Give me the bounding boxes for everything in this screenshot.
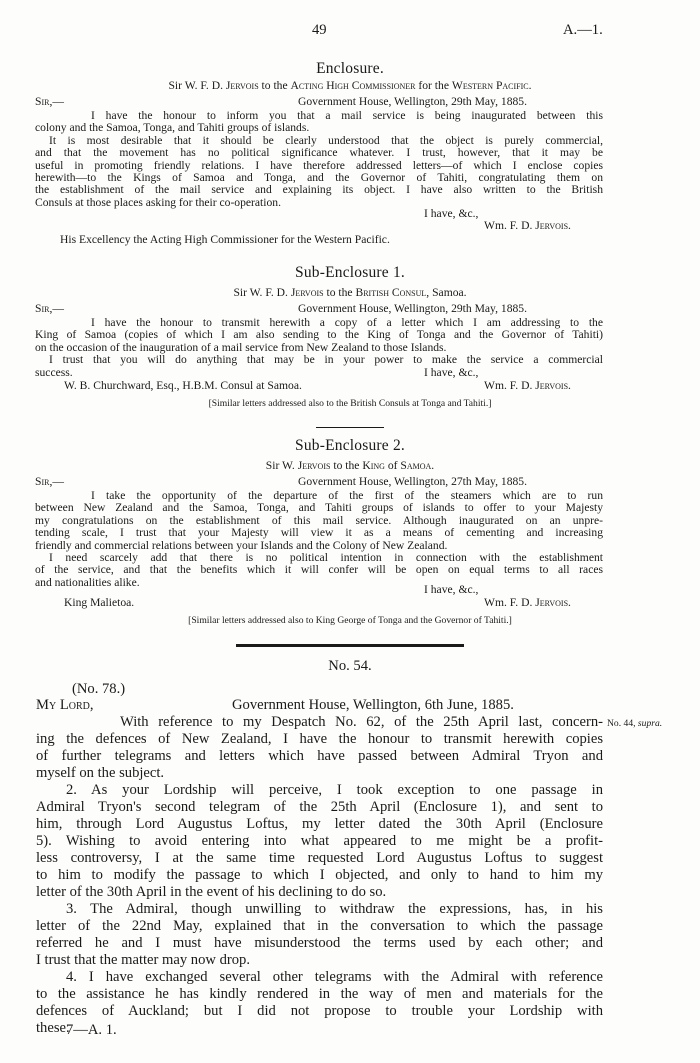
despatch-number: No. 54. <box>328 658 372 674</box>
despatch-line: him, through Lord Augustus Loftus, my letter dated the 30th April (Enclosure <box>36 816 603 832</box>
sub-enclosure-1-line: success. <box>35 365 73 379</box>
despatch-address: Government House, Wellington, 6th June, 1885. <box>232 697 514 713</box>
despatch-line: these. <box>36 1020 70 1036</box>
sub-enclosure-1-title: Sub-Enclosure 1. <box>295 264 405 281</box>
document-reference: A.—1. <box>563 22 603 38</box>
sub-enclosure-1-note: [Similar letters addressed also to the British Consuls at Tonga and Tahiti.] <box>208 398 492 409</box>
sub-enclosure-2-body <box>35 490 603 589</box>
sub-enclosure-2-line: friendly and commercial relations between your Islands and the Colony of New Zealand. <box>35 538 448 552</box>
sub-enclosure-2-addressee: King Malietoa. <box>64 596 135 609</box>
section-divider-heavy <box>236 644 464 647</box>
sub-enclosure-2-line: of the service, and that the benefits which it will confer will be open on equal terms to all races <box>35 563 603 577</box>
despatch-line: 2. As your Lordship will perceive, I took exception to one passage in <box>66 782 603 798</box>
despatch-line: With reference to my Despatch No. 62, of the 25th April last, concern- <box>120 714 603 730</box>
enclosure-signature: Wm. F. D. Jervois. <box>484 219 571 232</box>
printer-signature-mark: 7—A. 1. <box>66 1022 117 1038</box>
enclosure-line: and that the movement has no political significance whatever. I trust, however, that it may be <box>35 146 603 160</box>
sub-enclosure-2-subtitle: Sir W. Jervois to the King of Samoa. <box>265 459 435 472</box>
despatch-line: to the assistance he has kindly rendered in the way of men and materials for the <box>36 986 603 1002</box>
sub-enclosure-2-line: and nationalities alike. <box>35 575 140 589</box>
sub-enclosure-1-body <box>35 317 603 379</box>
enclosure-line: It is most desirable that it should be clearly understood that the object is purely commercial, <box>49 133 603 147</box>
despatch-line: defences of Auckland; but I did not propose to trouble your Lordship with <box>36 1003 603 1019</box>
sub-enclosure-1-line: King of Samoa (copies of which I am also sending to the King of Tonga and the Governor of Tahiti) <box>35 328 603 342</box>
enclosure-subtitle: Sir W. F. D. Jervois to the Acting High Commissioner for the Western Pacific. <box>168 79 532 92</box>
enclosure-line: I have the honour to inform you that a mail service is being inaugurated between this <box>91 109 603 122</box>
despatch-line: of further telegrams and letters which have passed between Admiral Tryon and <box>36 748 603 764</box>
sub-enclosure-1-closing: I have, &c., <box>424 366 479 379</box>
sub-enclosure-1-line: I trust that you will do anything that may be in your power to make the service a commercial <box>49 353 603 367</box>
sub-enclosure-2-line: I take the opportunity of the departure of the first of the steamers which are to run <box>91 489 603 502</box>
despatch-line: 5). Wishing to avoid entering into what appeared to me might be a profit- <box>36 833 603 849</box>
despatch-line: referred he and I must have misunderstood the terms used by each other; and <box>36 935 603 951</box>
enclosure-closing: I have, &c., <box>424 207 479 220</box>
enclosure-line: colony and the Samoa, Tonga, and Tahiti groups of islands. <box>35 121 310 135</box>
section-divider <box>316 427 384 428</box>
page-number: 49 <box>312 22 327 38</box>
sub-enclosure-1-address: Government House, Wellington, 29th May, 1885. <box>298 302 527 315</box>
sub-enclosure-2-note: [Similar letters addressed also to King George of Tonga and the Governor of Tahiti.] <box>188 615 512 626</box>
enclosure-addressee: His Excellency the Acting High Commissioner for the Western Pacific. <box>60 233 390 246</box>
enclosure-line: herewith—to the Kings of Samoa and Tonga, and the Governor of Tahiti, congratulating them on <box>35 171 603 185</box>
sub-enclosure-2-closing: I have, &c., <box>424 583 479 596</box>
despatch-line: 4. I have exchanged several other telegrams with the Admiral with reference <box>66 969 603 985</box>
despatch-line: myself on the subject. <box>36 765 165 781</box>
sub-enclosure-1-line: on the occasion of the inauguration of a mail service from New Zealand to those Islands. <box>35 340 447 354</box>
sub-enclosure-1-salutation: Sir,— <box>35 302 64 315</box>
sub-enclosure-2-address: Government House, Wellington, 27th May, 1885. <box>298 475 527 488</box>
sub-enclosure-2-line: I need scarcely add that there is no political intention in connection with the establishment <box>49 551 603 565</box>
despatch-line: ing the defences of New Zealand, I have the honour to transmit herewith copies <box>36 731 603 747</box>
despatch-line: letter of the 22nd May, explained that in the conversation to which the passage <box>36 918 603 934</box>
sub-enclosure-1-subtitle: Sir W. F. D. Jervois to the British Consul, Samoa. <box>233 286 467 299</box>
sub-enclosure-2-line: my congratulations on the establishment of this mail service. Although inaugurated on an unpre- <box>35 513 603 527</box>
despatch-margin-note: No. 44, supra. <box>607 718 663 729</box>
sub-enclosure-1-signature: Wm. F. D. Jervois. <box>484 379 571 392</box>
despatch-line: Admiral Tryon's second telegram of the 25th April (Enclosure 1), and sent to <box>36 799 603 815</box>
despatch-line: I trust that the matter may now drop. <box>36 952 250 968</box>
sub-enclosure-1-addressee: W. B. Churchward, Esq., H.B.M. Consul at Samoa. <box>64 379 302 392</box>
despatch-salutation: My Lord, <box>36 697 94 713</box>
enclosure-address: Government House, Wellington, 29th May, 1885. <box>298 95 527 108</box>
sub-enclosure-2-salutation: Sir,— <box>35 475 64 488</box>
enclosure-line: Consuls at those places asking for their co-operation. <box>35 195 281 209</box>
despatch-line: to him to modify the passage to which I objected, and only to hand to him my <box>36 867 603 883</box>
sub-enclosure-2-signature: Wm. F. D. Jervois. <box>484 596 571 609</box>
sub-enclosure-2-line: between New Zealand and the Samoa, Tonga, and Tahiti groups of islands to offer to your Majesty <box>35 501 603 515</box>
enclosure-body <box>35 110 603 209</box>
despatch-body <box>36 714 603 1037</box>
despatch-line: letter of the 30th April in the event of his declining to do so. <box>36 884 387 900</box>
despatch-sub-number: (No. 78.) <box>72 681 126 697</box>
sub-enclosure-1-line: I have the honour to transmit herewith a copy of a letter which I am addressing to the <box>91 316 603 329</box>
enclosure-line: useful in promoting friendly relations. I have therefore addressed letters—of which I enclose copies <box>35 158 603 172</box>
sub-enclosure-2-title: Sub-Enclosure 2. <box>295 437 405 454</box>
enclosure-title: Enclosure. <box>316 60 384 77</box>
despatch-line: less controversy, I at the same time requested Lord Augustus Loftus to suggest <box>36 850 603 866</box>
despatch-line: 3. The Admiral, though unwilling to withdraw the expressions, has, in his <box>66 901 603 917</box>
sub-enclosure-2-line: tending scale, I trust that your Majesty will view it as a means of cementing and increasing <box>35 526 603 540</box>
enclosure-salutation: Sir,— <box>35 95 64 108</box>
enclosure-line: the establishment of the mail service and explaining its object. I have also written to the British <box>35 183 603 197</box>
